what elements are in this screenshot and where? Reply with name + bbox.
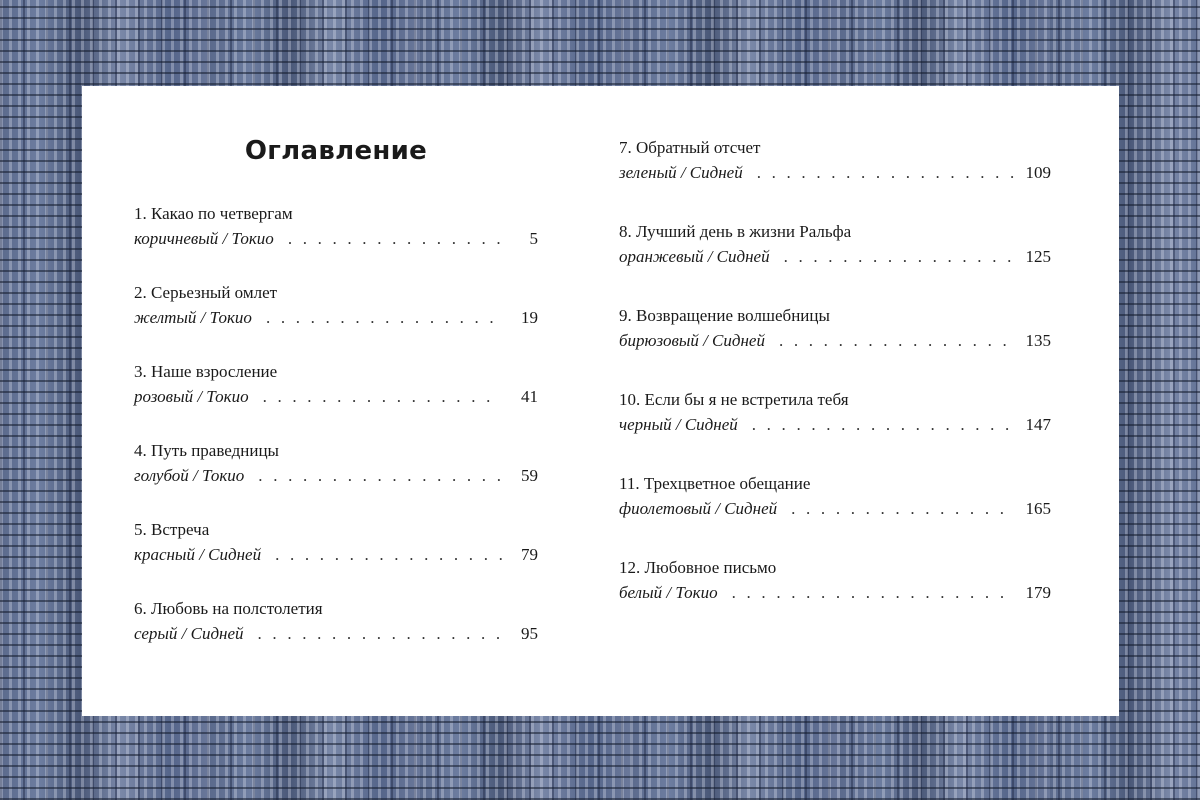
toc-entry-title: 4. Путь праведницы [134, 441, 279, 460]
toc-entry-page: 109 [1025, 163, 1051, 182]
dot-leader [263, 384, 502, 410]
toc-entry-title: 2. Серьезный омлет [134, 283, 278, 302]
toc-entry-subtitle: коричневый / Токио [134, 229, 274, 248]
toc-entry-title: 11. Трехцветное обещание [619, 474, 811, 493]
dot-leader [258, 463, 502, 489]
toc-entry-line [134, 621, 538, 647]
dot-leader [784, 244, 1015, 270]
toc-entry [619, 388, 1051, 472]
toc-left-column [134, 202, 538, 676]
toc-entry-title: 6. Любовь на полстолетия [134, 599, 323, 618]
toc-entry-line [619, 244, 1051, 270]
toc-entry-page: 125 [1025, 247, 1051, 266]
toc-entry-subtitle: оранжевый / Сидней [619, 247, 770, 266]
toc-entry-page: 147 [1025, 415, 1051, 434]
toc-entry-title: 9. Возвращение волшебницы [619, 306, 830, 325]
toc-entry-page: 79 [521, 545, 538, 564]
toc-entry-page: 19 [521, 308, 538, 327]
toc-entry-subtitle: розовый / Токио [134, 387, 249, 406]
dot-leader [275, 542, 502, 568]
toc-entry-page: 135 [1025, 331, 1051, 350]
toc-entry-title: 3. Наше взросление [134, 362, 278, 381]
toc-entry [134, 202, 538, 281]
toc-entry [619, 304, 1051, 388]
dot-leader [258, 621, 502, 647]
toc-entry-page: 41 [521, 387, 538, 406]
toc-entry-subtitle: голубой / Токио [134, 466, 245, 485]
toc-entry [134, 360, 538, 439]
toc-entry [619, 556, 1051, 640]
toc-entry [134, 281, 538, 360]
toc-right-column [619, 136, 1051, 640]
dot-leader [779, 328, 1015, 354]
toc-entry-title: 1. Какао по четвергам [134, 204, 293, 223]
toc-entry [134, 439, 538, 518]
toc-entry-line [134, 542, 538, 568]
toc-entry-line [134, 305, 538, 331]
toc-entry-line [619, 496, 1051, 522]
toc-entry-line [619, 160, 1051, 186]
toc-entry-line [134, 384, 538, 410]
toc-entry-subtitle: серый / Сидней [134, 624, 244, 643]
toc-entry-title: 8. Лучший день в жизни Ральфа [619, 222, 852, 241]
toc-entry [134, 597, 538, 676]
toc-entry [134, 518, 538, 597]
toc-entry-subtitle: желтый / Токио [134, 308, 252, 327]
dot-leader [732, 580, 1015, 606]
toc-entry-subtitle: черный / Сидней [619, 415, 738, 434]
toc-entry-page: 179 [1025, 583, 1051, 602]
toc-entry-title: 10. Если бы я не встретила тебя [619, 390, 849, 409]
toc-entry-page: 5 [529, 229, 538, 248]
toc-entry-line [619, 580, 1051, 606]
toc-entry [619, 220, 1051, 304]
toc-entry-line [619, 328, 1051, 354]
toc-entry-page: 95 [521, 624, 538, 643]
toc-entry-title: 7. Обратный отсчет [619, 138, 761, 157]
toc-entry-subtitle: бирюзовый / Сидней [619, 331, 765, 350]
toc-entry-subtitle: красный / Сидней [134, 545, 262, 564]
toc-entry-page: 59 [521, 466, 538, 485]
toc-entry-subtitle: зеленый / Сидней [619, 163, 743, 182]
dot-leader [288, 226, 502, 252]
toc-entry-subtitle: белый / Токио [619, 583, 718, 602]
dot-leader [791, 496, 1015, 522]
toc-entry-title: 5. Встреча [134, 520, 210, 539]
toc-entry [619, 136, 1051, 220]
toc-entry [619, 472, 1051, 556]
dot-leader [752, 412, 1015, 438]
toc-entry-line [134, 226, 538, 252]
toc-entry-subtitle: фиолетовый / Сидней [619, 499, 778, 518]
dot-leader [266, 305, 502, 331]
toc-title: Оглавление [244, 136, 428, 166]
toc-entry-line [134, 463, 538, 489]
toc-entry-title: 12. Любовное письмо [619, 558, 777, 577]
toc-page [82, 86, 1119, 716]
toc-entry-page: 165 [1025, 499, 1051, 518]
dot-leader [757, 160, 1015, 186]
toc-entry-line [619, 412, 1051, 438]
